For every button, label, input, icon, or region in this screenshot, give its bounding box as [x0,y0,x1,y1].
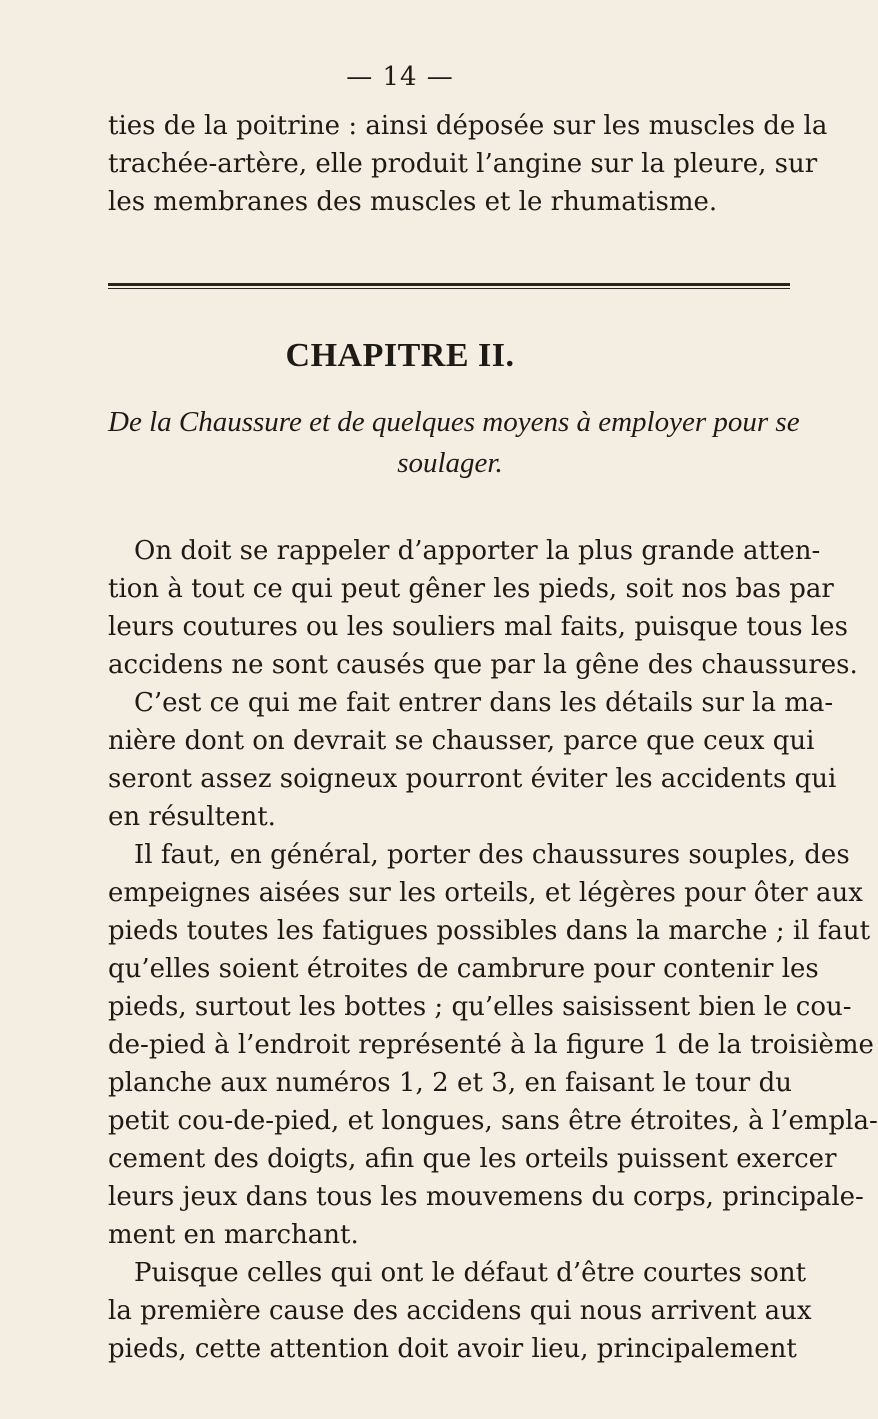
text-line: leurs jeux dans tous les mouvemens du corps, principale- [108,1182,864,1212]
divider-thick-rule [108,283,790,286]
text-line: de-pied à l’endroit représenté à la figure 1 de la troisième [108,1030,874,1060]
text-line: On doit se rappeler d’apporter la plus grande atten- [134,536,821,566]
chapter-subtitle-line: De la Chaussure et de quelques moyens à employer pour se [108,406,800,438]
chapter-title: CHAPITRE II. [285,337,515,374]
text-line: en résultent. [108,802,276,832]
text-line: seront assez soigneux pourront éviter les accidents qui [108,764,837,794]
text-line: ment en marchant. [108,1220,359,1250]
text-line: pieds toutes les fatigues possibles dans la marche ; il faut [108,916,871,946]
text-line: planche aux numéros 1, 2 et 3, en faisant le tour du [108,1068,792,1098]
text-line: la première cause des accidens qui nous arrivent aux [108,1296,812,1326]
text-line: qu’elles soient étroites de cambrure pour contenir les [108,954,819,984]
text-line: Il faut, en général, porter des chaussures souples, des [134,840,850,870]
text-line: pieds, surtout les bottes ; qu’elles saisissent bien le cou- [108,992,852,1022]
text-line: nière dont on devrait se chausser, parce que ceux qui [108,726,815,756]
section-divider [108,283,790,290]
text-line: C’est ce qui me fait entrer dans les détails sur la ma- [134,688,834,718]
text-line: leurs coutures ou les souliers mal faits, puisque tous les [108,612,848,642]
text-line: ties de la poitrine : ainsi déposée sur les muscles de la [108,111,828,141]
text-line: les membranes des muscles et le rhumatisme. [108,187,718,217]
text-line: cement des doigts, afin que les orteils puissent exercer [108,1144,837,1174]
text-line: trachée-artère, elle produit l’angine sur la pleure, sur [108,149,818,179]
text-line: tion à tout ce qui peut gêner les pieds, soit nos bas par [108,574,834,604]
text-line: pieds, cette attention doit avoir lieu, principalement [108,1334,797,1364]
chapter-subtitle-line: soulager. [397,447,503,479]
text-line: accidens ne sont causés que par la gêne des chaussures. [108,650,858,680]
page-number: — 14 — [346,62,454,92]
divider-thin-rule [108,288,790,289]
text-line: petit cou-de-pied, et longues, sans être étroites, à l’empla- [108,1106,878,1136]
text-line: Puisque celles qui ont le défaut d’être courtes sont [134,1258,807,1288]
text-line: empeignes aisées sur les orteils, et légères pour ôter aux [108,878,863,908]
